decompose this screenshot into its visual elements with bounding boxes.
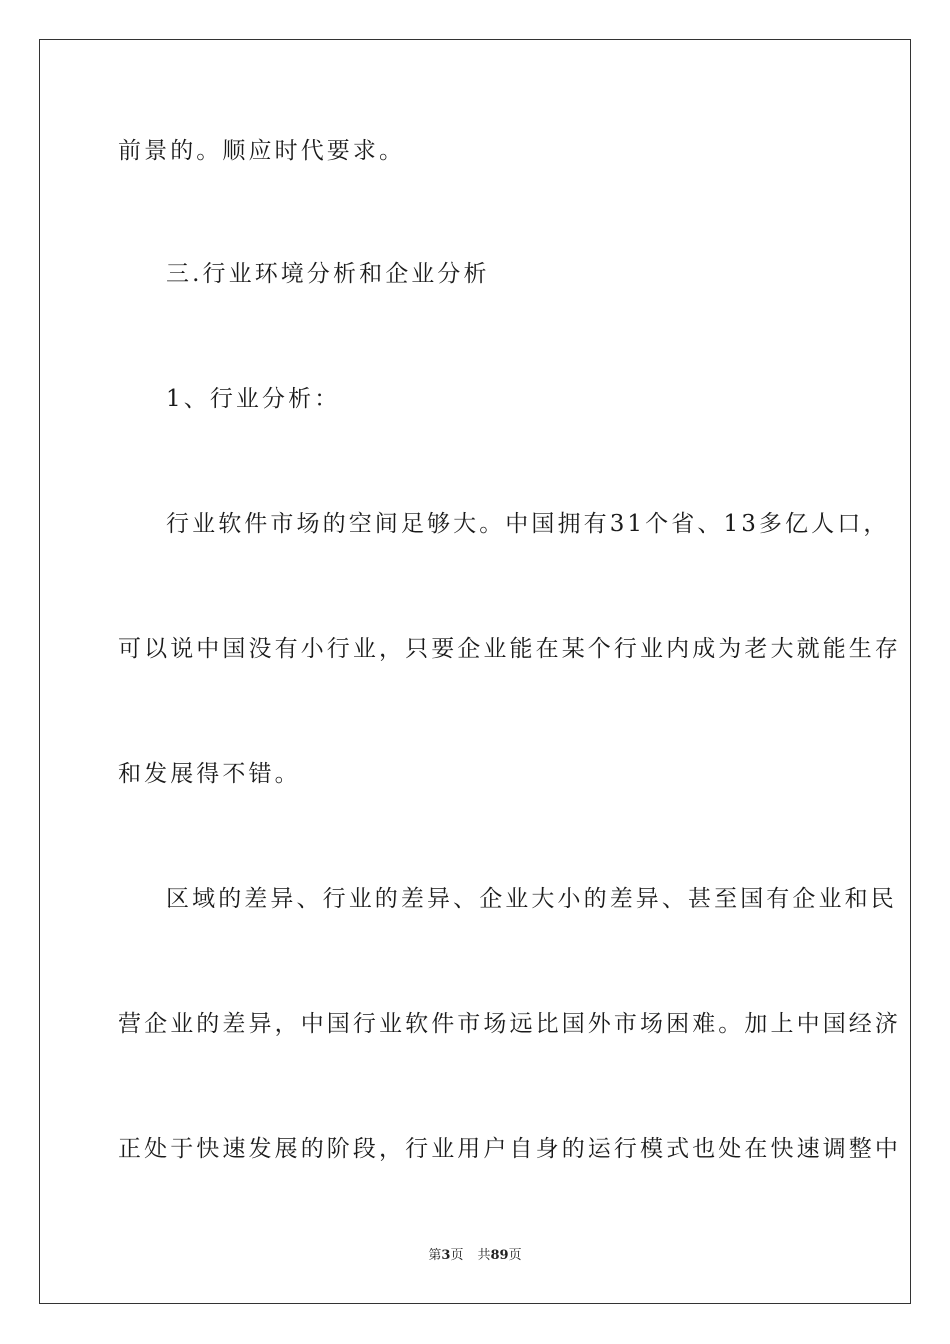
paragraph-line: 区域的差异、行业的差异、企业大小的差异、甚至国有企业和民 — [166, 886, 897, 912]
section-heading: 三.行业环境分析和企业分析 — [166, 261, 490, 287]
footer-total-prefix: 共 — [477, 1248, 491, 1263]
subsection-heading: 1、行业分析： — [166, 386, 341, 412]
paragraph-line: 前景的。顺应时代要求。 — [118, 138, 406, 164]
footer-page-suffix: 页 — [450, 1248, 464, 1263]
paragraph-line: 和发展得不错。 — [118, 761, 301, 787]
page-border — [39, 39, 911, 1304]
footer-total-suffix: 页 — [508, 1248, 522, 1263]
footer-page-number: 3 — [441, 1248, 451, 1263]
footer-page-prefix: 第 — [428, 1248, 442, 1263]
paragraph-line: 可以说中国没有小行业，只要企业能在某个行业内成为老大就能生存 — [118, 636, 901, 662]
paragraph-line: 行业软件市场的空间足够大。中国拥有31个省、13多亿人口， — [166, 511, 890, 537]
footer-total-pages: 89 — [490, 1248, 509, 1263]
page-footer — [0, 1247, 950, 1265]
paragraph-line: 正处于快速发展的阶段，行业用户自身的运行模式也处在快速调整中 — [118, 1136, 901, 1162]
paragraph-line: 营企业的差异，中国行业软件市场远比国外市场困难。加上中国经济 — [118, 1011, 901, 1037]
